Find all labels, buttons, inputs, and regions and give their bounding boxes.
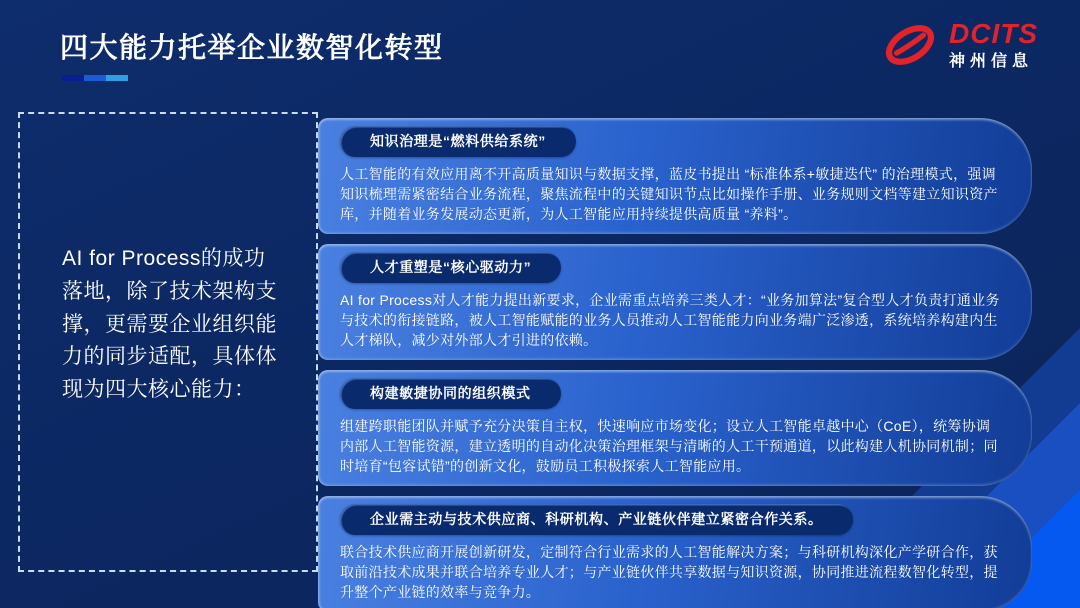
brand-logo: [881, 20, 1038, 70]
brand-subtitle: 神州信息: [949, 53, 1034, 70]
brand-name: DCITS: [949, 18, 1038, 49]
intro-panel: [18, 112, 318, 572]
capability-card-talent: [318, 244, 1032, 360]
capability-card-ecosystem: [318, 496, 1032, 608]
capability-cards-list: [318, 118, 1032, 608]
title-underline: [62, 75, 128, 81]
dcits-swirl-icon: [881, 20, 939, 70]
card-title-pill: 知识治理是“燃料供给系统”: [340, 126, 576, 157]
underline-segment-light: [106, 75, 128, 81]
intro-text: AI for Process的成功落地，除了技术架构支撑，更需要企业组织能力的同步适配，具体体现为四大核心能力：: [62, 247, 277, 402]
card-body: 联合技术供应商开展创新研发，定制符合行业需求的人工智能解决方案；与科研机构深化产学研合作，获取前沿技术成果并联合培养专业人才；与产业链伙伴共享数据与知识资源，协同推进流程数智化转型，提升整个产业链的效率与竞争力。: [340, 544, 998, 601]
page-title: 四大能力托举企业数智化转型: [60, 32, 444, 63]
card-title-pill: 企业需主动与技术供应商、科研机构、产业链伙伴建立紧密合作关系。: [340, 504, 853, 535]
card-body: 组建跨职能团队并赋予充分决策自主权，快速响应市场变化；设立人工智能卓越中心（CoE），统筹协调内部人工智能资源，建立透明的自动化决策治理框架与清晰的人工干预通道，以此构建人机协同机制；同时培育“包容试错”的创新文化，鼓励员工积极探索人工智能应用。: [340, 418, 998, 475]
capability-card-organization: [318, 370, 1032, 486]
underline-segment-medium: [84, 75, 106, 81]
card-title-pill: 人才重塑是“核心驱动力”: [340, 252, 561, 283]
card-title-pill: 构建敏捷协同的组织模式: [340, 378, 561, 409]
underline-segment-dark: [62, 75, 84, 81]
slide-header: [60, 26, 444, 81]
capability-card-knowledge: [318, 118, 1032, 234]
brand-text: [949, 20, 1038, 70]
card-body: AI for Process对人才能力提出新要求，企业需重点培养三类人才：“业务加算法”复合型人才负责打通业务与技术的衔接链路，被人工智能赋能的业务人员推动人工智能能力向业务端广泛渗透，系统培养构建内生人才梯队，减少对外部人才引进的依赖。: [340, 292, 1000, 349]
card-body: 人工智能的有效应用离不开高质量知识与数据支撑，蓝皮书提出 “标准体系+敏捷迭代” 的治理模式，强调知识梳理需紧密结合业务流程，聚焦流程中的关键知识节点比如操作手册、业务规则文档等建立知识资产库，并随着业务发展动态更新，为人工智能应用持续提供高质量 “养料”。: [340, 166, 998, 223]
